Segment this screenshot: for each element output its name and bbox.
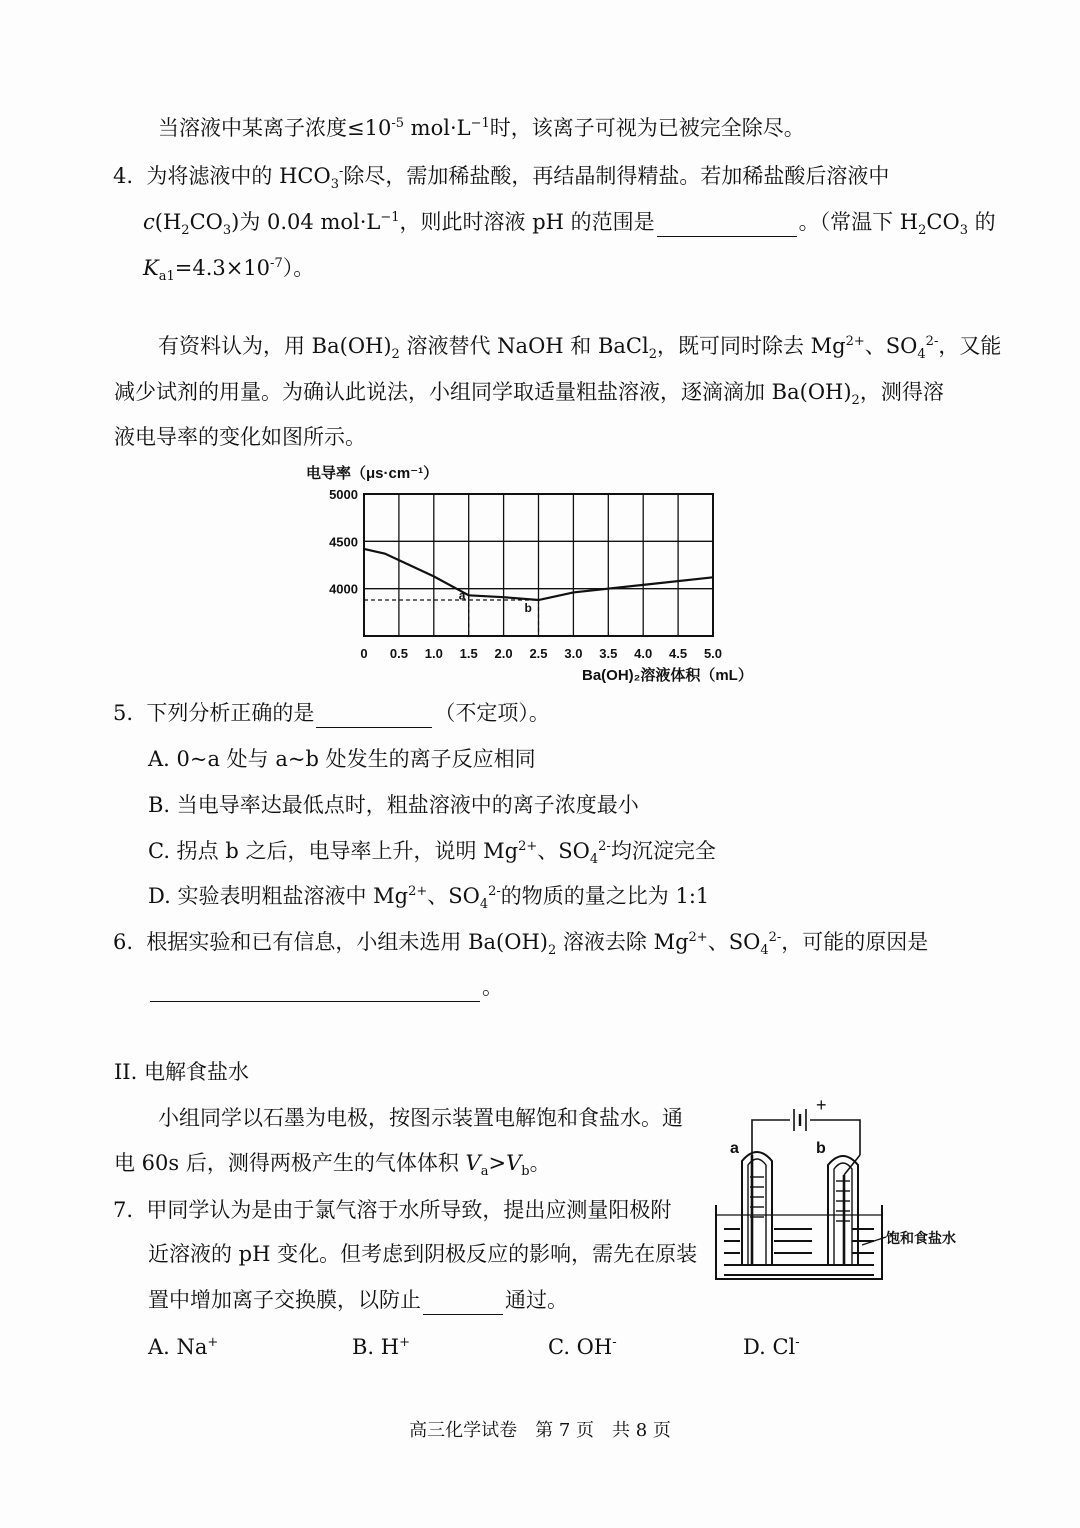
x-tick-label: 2.5 — [529, 646, 548, 661]
q5-option-b[interactable]: B. 当电导率达最低点时，粗盐溶液中的离子浓度最小 — [148, 793, 639, 817]
q7-line-3: 置中增加离子交换膜，以防止 通过。 — [148, 1285, 568, 1315]
q7-option-c[interactable]: C. OH- — [548, 1335, 617, 1359]
chart-ticks — [329, 487, 722, 661]
q6-stem: 6. 根据实验和已有信息，小组未选用 $Ba(OH)_2$ 溶液去除 $Mg^{2+}$、$SO_4^{2-}$，可能的原因是 — [113, 930, 929, 959]
intro-line: 当溶液中某离子浓度$\le 10^{-5}$ $mol\cdot L^{-1}$时，该离子可视为已被完全除尽。 — [158, 116, 805, 140]
q7-option-b[interactable]: B. H+ — [352, 1335, 411, 1359]
q5-option-d[interactable]: D. 实验表明粗盐溶液中 $Mg^{2+}$、$SO_4^{2-}$的物质的量之比为 1:1 — [148, 884, 710, 913]
chart-xlabel: Ba(OH)₂溶液体积（mL） — [582, 667, 753, 684]
q4-line-3: $K_{a1}=4.3\times 10^{-7}$）。 — [143, 256, 315, 285]
electrolysis-apparatus — [712, 1095, 972, 1285]
q6-answer-blank[interactable] — [150, 979, 480, 1002]
x-tick-label: 1.5 — [459, 646, 478, 661]
q7-line-2: 近溶液的 pH 变化。但考虑到阴极反应的影响，需先在原装 — [148, 1242, 698, 1266]
q7-option-d[interactable]: D. Cl- — [743, 1335, 800, 1359]
electrode-a-label: a — [730, 1140, 739, 1157]
para2-line-1: 小组同学以石墨为电极，按图示装置电解饱和食盐水。通 — [158, 1106, 683, 1130]
point-label-a: a — [458, 588, 466, 603]
q5-answer-blank[interactable] — [316, 705, 432, 728]
para-line-2: 减少试剂的用量。为确认此说法，小组同学取适量粗盐溶液，逐滴滴加 $Ba(OH)_2$，测得溶 — [114, 380, 944, 409]
wire — [752, 1120, 790, 1155]
para-line-1: 有资料认为，用 $Ba(OH)_2$ 溶液替代 NaOH 和 BaCl$_2$，既可同时除去 $Mg^{2+}$、$SO_4^{2-}$，又能 — [158, 334, 1002, 363]
y-tick-label: 5000 — [329, 487, 358, 502]
section-2-title: II. 电解食盐水 — [114, 1060, 249, 1084]
q4-line-1: 4. 为将滤液中的 $HCO_3^-$除尽，需加稀盐酸，再结晶制得精盐。若加稀盐酸后溶液中 — [113, 164, 890, 193]
page-footer: 高三化学试卷 第 7 页 共 8 页 — [409, 1420, 671, 1441]
x-tick-label: 0.5 — [389, 646, 408, 661]
point-label-b: b — [524, 601, 532, 616]
solution-label: 饱和食盐水 — [886, 1230, 956, 1246]
tube-a — [742, 1152, 772, 1265]
q5-number: 5. — [113, 701, 134, 725]
x-tick-label: 4.5 — [669, 646, 688, 661]
q4-number: 4. — [113, 164, 134, 188]
x-tick-label: 0 — [360, 646, 368, 661]
q4-line-2: $c(H_2CO_3)$为 0.04 $mol\cdot L^{-1}$，则此时溶液 pH 的范围是 。（常温下 $H_2CO_3$ 的 — [143, 210, 996, 239]
y-tick-label: 4000 — [329, 581, 358, 597]
q7-line-1: 7. 甲同学认为是由于氯气溶于水所导致，提出应测量阳极附 — [113, 1198, 672, 1222]
q7-number: 7. — [113, 1198, 134, 1222]
y-tick-label: 4500 — [329, 534, 358, 550]
x-tick-label: 3.5 — [599, 646, 618, 661]
q5-option-c[interactable]: C. 拐点 b 之后，电导率上升，说明 $Mg^{2+}$、$SO_4^{2-}$均沉淀完全 — [148, 839, 716, 868]
x-tick-label: 2.0 — [494, 646, 513, 661]
intro-text: 当溶液中某离子浓度≤10 — [158, 116, 392, 140]
plus-label: + — [816, 1095, 827, 1115]
x-tick-label: 3.0 — [564, 646, 583, 661]
q4-answer-blank[interactable] — [657, 214, 797, 237]
q6-number: 6. — [113, 930, 134, 954]
q7-answer-blank[interactable] — [423, 1292, 503, 1315]
conductivity-chart — [300, 458, 780, 688]
q5-option-a[interactable]: A. 0~a 处与 a~b 处发生的离子反应相同 — [148, 747, 536, 771]
electrode-b-label: b — [816, 1140, 826, 1157]
chart-title: 电导率（μs·cm⁻¹） — [306, 465, 439, 482]
x-tick-label: 5.0 — [703, 646, 723, 661]
q6-answer-line: 。 — [148, 972, 503, 1002]
q5-stem: 5. 下列分析正确的是 （不定项）。 — [113, 698, 550, 728]
q7-option-a[interactable]: A. Na+ — [148, 1335, 219, 1359]
para2-line-2: 电 60s 后，测得两极产生的气体体积 $V_a>V_b$。 — [114, 1151, 551, 1180]
para-line-3: 液电导率的变化如图所示。 — [114, 425, 366, 449]
x-tick-label: 1.0 — [424, 646, 443, 661]
x-tick-label: 4.0 — [634, 646, 653, 661]
